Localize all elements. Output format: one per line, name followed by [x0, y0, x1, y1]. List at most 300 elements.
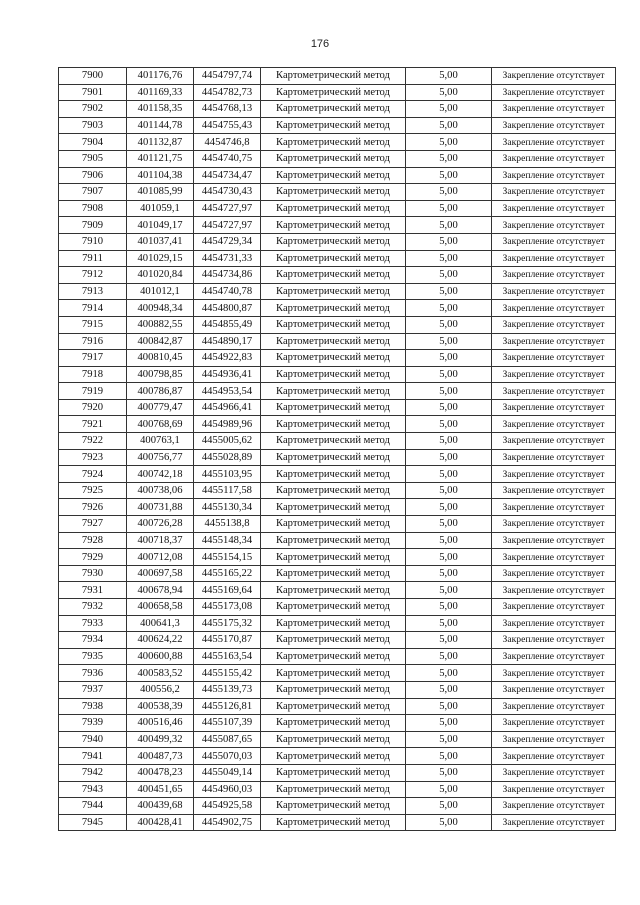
point-id-cell: 7927: [59, 516, 127, 533]
y-coordinate-cell: 4454925,58: [194, 798, 261, 815]
point-id-cell: 7902: [59, 101, 127, 118]
method-cell: Картометрический метод: [261, 150, 406, 167]
x-coordinate-cell: 400451,65: [127, 781, 194, 798]
method-cell: Картометрический метод: [261, 781, 406, 798]
y-coordinate-cell: 4454727,97: [194, 217, 261, 234]
fixation-note-cell: Закрепление отсутствует: [492, 698, 616, 715]
method-cell: Картометрический метод: [261, 482, 406, 499]
y-coordinate-cell: 4455170,87: [194, 632, 261, 649]
fixation-note-cell: Закрепление отсутствует: [492, 399, 616, 416]
method-cell: Картометрический метод: [261, 532, 406, 549]
accuracy-cell: 5,00: [406, 565, 492, 582]
table-row: [59, 798, 616, 815]
fixation-note-cell: Закрепление отсутствует: [492, 217, 616, 234]
accuracy-cell: 5,00: [406, 217, 492, 234]
x-coordinate-cell: 400487,73: [127, 748, 194, 765]
point-id-cell: 7914: [59, 300, 127, 317]
accuracy-cell: 5,00: [406, 150, 492, 167]
accuracy-cell: 5,00: [406, 283, 492, 300]
method-cell: Картометрический метод: [261, 681, 406, 698]
y-coordinate-cell: 4455139,73: [194, 681, 261, 698]
y-coordinate-cell: 4454731,33: [194, 250, 261, 267]
table-row: [59, 565, 616, 582]
x-coordinate-cell: 400583,52: [127, 665, 194, 682]
fixation-note-cell: Закрепление отсутствует: [492, 565, 616, 582]
fixation-note-cell: Закрепление отсутствует: [492, 665, 616, 682]
x-coordinate-cell: 400810,45: [127, 350, 194, 367]
method-cell: Картометрический метод: [261, 433, 406, 450]
accuracy-cell: 5,00: [406, 433, 492, 450]
method-cell: Картометрический метод: [261, 184, 406, 201]
x-coordinate-cell: 400478,23: [127, 764, 194, 781]
y-coordinate-cell: 4455130,34: [194, 499, 261, 516]
point-id-cell: 7930: [59, 565, 127, 582]
x-coordinate-cell: 400600,88: [127, 648, 194, 665]
accuracy-cell: 5,00: [406, 117, 492, 134]
accuracy-cell: 5,00: [406, 366, 492, 383]
point-id-cell: 7917: [59, 350, 127, 367]
table-row: [59, 632, 616, 649]
fixation-note-cell: Закрепление отсутствует: [492, 167, 616, 184]
table-row: [59, 117, 616, 134]
fixation-note-cell: Закрепление отсутствует: [492, 84, 616, 101]
fixation-note-cell: Закрепление отсутствует: [492, 648, 616, 665]
table-row: [59, 599, 616, 616]
accuracy-cell: 5,00: [406, 532, 492, 549]
y-coordinate-cell: 4455175,32: [194, 615, 261, 632]
table-row: [59, 715, 616, 732]
method-cell: Картометрический метод: [261, 516, 406, 533]
x-coordinate-cell: 401104,38: [127, 167, 194, 184]
table-row: [59, 582, 616, 599]
fixation-note-cell: Закрепление отсутствует: [492, 200, 616, 217]
y-coordinate-cell: 4455107,39: [194, 715, 261, 732]
accuracy-cell: 5,00: [406, 250, 492, 267]
point-id-cell: 7926: [59, 499, 127, 516]
x-coordinate-cell: 401121,75: [127, 150, 194, 167]
x-coordinate-cell: 400842,87: [127, 333, 194, 350]
method-cell: Картометрический метод: [261, 748, 406, 765]
accuracy-cell: 5,00: [406, 350, 492, 367]
table-row: [59, 84, 616, 101]
point-id-cell: 7908: [59, 200, 127, 217]
x-coordinate-cell: 400439,68: [127, 798, 194, 815]
method-cell: Картометрический метод: [261, 764, 406, 781]
point-id-cell: 7920: [59, 399, 127, 416]
table-row: [59, 68, 616, 85]
table-row: [59, 217, 616, 234]
point-id-cell: 7904: [59, 134, 127, 151]
fixation-note-cell: Закрепление отсутствует: [492, 748, 616, 765]
table-row: [59, 267, 616, 284]
y-coordinate-cell: 4455126,81: [194, 698, 261, 715]
point-id-cell: 7903: [59, 117, 127, 134]
x-coordinate-cell: 401037,41: [127, 233, 194, 250]
point-id-cell: 7918: [59, 366, 127, 383]
method-cell: Картометрический метод: [261, 101, 406, 118]
point-id-cell: 7909: [59, 217, 127, 234]
accuracy-cell: 5,00: [406, 748, 492, 765]
x-coordinate-cell: 400726,28: [127, 516, 194, 533]
x-coordinate-cell: 401144,78: [127, 117, 194, 134]
y-coordinate-cell: 4455138,8: [194, 516, 261, 533]
accuracy-cell: 5,00: [406, 200, 492, 217]
y-coordinate-cell: 4455087,65: [194, 731, 261, 748]
x-coordinate-cell: 400718,37: [127, 532, 194, 549]
method-cell: Картометрический метод: [261, 134, 406, 151]
fixation-note-cell: Закрепление отсутствует: [492, 781, 616, 798]
point-id-cell: 7936: [59, 665, 127, 682]
x-coordinate-cell: 401029,15: [127, 250, 194, 267]
point-id-cell: 7922: [59, 433, 127, 450]
fixation-note-cell: Закрепление отсутствует: [492, 350, 616, 367]
fixation-note-cell: Закрепление отсутствует: [492, 300, 616, 317]
fixation-note-cell: Закрепление отсутствует: [492, 233, 616, 250]
method-cell: Картометрический метод: [261, 366, 406, 383]
table-row: [59, 383, 616, 400]
table-row: [59, 433, 616, 450]
table-row: [59, 549, 616, 566]
accuracy-cell: 5,00: [406, 316, 492, 333]
accuracy-cell: 5,00: [406, 300, 492, 317]
x-coordinate-cell: 400538,39: [127, 698, 194, 715]
y-coordinate-cell: 4454960,03: [194, 781, 261, 798]
table-row: [59, 781, 616, 798]
y-coordinate-cell: 4454966,41: [194, 399, 261, 416]
y-coordinate-cell: 4455028,89: [194, 449, 261, 466]
point-id-cell: 7944: [59, 798, 127, 815]
method-cell: Картометрический метод: [261, 233, 406, 250]
point-id-cell: 7923: [59, 449, 127, 466]
x-coordinate-cell: 401020,84: [127, 267, 194, 284]
point-id-cell: 7943: [59, 781, 127, 798]
fixation-note-cell: Закрепление отсутствует: [492, 731, 616, 748]
accuracy-cell: 5,00: [406, 482, 492, 499]
table-row: [59, 316, 616, 333]
method-cell: Картометрический метод: [261, 68, 406, 85]
y-coordinate-cell: 4455117,58: [194, 482, 261, 499]
fixation-note-cell: Закрепление отсутствует: [492, 184, 616, 201]
point-id-cell: 7941: [59, 748, 127, 765]
table-row: [59, 681, 616, 698]
point-id-cell: 7924: [59, 466, 127, 483]
point-id-cell: 7919: [59, 383, 127, 400]
accuracy-cell: 5,00: [406, 416, 492, 433]
table-row: [59, 499, 616, 516]
accuracy-cell: 5,00: [406, 516, 492, 533]
method-cell: Картометрический метод: [261, 300, 406, 317]
point-id-cell: 7921: [59, 416, 127, 433]
point-id-cell: 7934: [59, 632, 127, 649]
accuracy-cell: 5,00: [406, 267, 492, 284]
fixation-note-cell: Закрепление отсутствует: [492, 516, 616, 533]
method-cell: Картометрический метод: [261, 565, 406, 582]
table-row: [59, 150, 616, 167]
x-coordinate-cell: 400658,58: [127, 599, 194, 616]
table-row: [59, 366, 616, 383]
point-id-cell: 7910: [59, 233, 127, 250]
x-coordinate-cell: 400624,22: [127, 632, 194, 649]
point-id-cell: 7916: [59, 333, 127, 350]
accuracy-cell: 5,00: [406, 698, 492, 715]
x-coordinate-cell: 400882,55: [127, 316, 194, 333]
x-coordinate-cell: 401085,99: [127, 184, 194, 201]
x-coordinate-cell: 400428,41: [127, 814, 194, 831]
y-coordinate-cell: 4454740,75: [194, 150, 261, 167]
coordinates-table-body: [59, 68, 616, 831]
accuracy-cell: 5,00: [406, 134, 492, 151]
accuracy-cell: 5,00: [406, 665, 492, 682]
fixation-note-cell: Закрепление отсутствует: [492, 134, 616, 151]
table-row: [59, 233, 616, 250]
table-row: [59, 333, 616, 350]
fixation-note-cell: Закрепление отсутствует: [492, 632, 616, 649]
table-row: [59, 350, 616, 367]
point-id-cell: 7939: [59, 715, 127, 732]
table-row: [59, 665, 616, 682]
point-id-cell: 7928: [59, 532, 127, 549]
method-cell: Картометрический метод: [261, 217, 406, 234]
method-cell: Картометрический метод: [261, 599, 406, 616]
table-row: [59, 748, 616, 765]
fixation-note-cell: Закрепление отсутствует: [492, 333, 616, 350]
accuracy-cell: 5,00: [406, 383, 492, 400]
table-row: [59, 814, 616, 831]
table-row: [59, 648, 616, 665]
x-coordinate-cell: 400556,2: [127, 681, 194, 698]
method-cell: Картометрический метод: [261, 632, 406, 649]
x-coordinate-cell: 401132,87: [127, 134, 194, 151]
accuracy-cell: 5,00: [406, 632, 492, 649]
table-row: [59, 482, 616, 499]
table-row: [59, 764, 616, 781]
point-id-cell: 7925: [59, 482, 127, 499]
table-row: [59, 449, 616, 466]
method-cell: Картометрический метод: [261, 399, 406, 416]
fixation-note-cell: Закрепление отсутствует: [492, 68, 616, 85]
accuracy-cell: 5,00: [406, 781, 492, 798]
method-cell: Картометрический метод: [261, 283, 406, 300]
table-row: [59, 516, 616, 533]
accuracy-cell: 5,00: [406, 233, 492, 250]
accuracy-cell: 5,00: [406, 68, 492, 85]
accuracy-cell: 5,00: [406, 549, 492, 566]
fixation-note-cell: Закрепление отсутствует: [492, 101, 616, 118]
y-coordinate-cell: 4454797,74: [194, 68, 261, 85]
fixation-note-cell: Закрепление отсутствует: [492, 499, 616, 516]
x-coordinate-cell: 401176,76: [127, 68, 194, 85]
fixation-note-cell: Закрепление отсутствует: [492, 466, 616, 483]
table-row: [59, 300, 616, 317]
x-coordinate-cell: 400641,3: [127, 615, 194, 632]
y-coordinate-cell: 4454734,86: [194, 267, 261, 284]
x-coordinate-cell: 400738,06: [127, 482, 194, 499]
fixation-note-cell: Закрепление отсутствует: [492, 150, 616, 167]
point-id-cell: 7932: [59, 599, 127, 616]
fixation-note-cell: Закрепление отсутствует: [492, 615, 616, 632]
x-coordinate-cell: 400763,1: [127, 433, 194, 450]
point-id-cell: 7937: [59, 681, 127, 698]
y-coordinate-cell: 4455070,03: [194, 748, 261, 765]
x-coordinate-cell: 400768,69: [127, 416, 194, 433]
accuracy-cell: 5,00: [406, 101, 492, 118]
method-cell: Картометрический метод: [261, 798, 406, 815]
y-coordinate-cell: 4454740,78: [194, 283, 261, 300]
page-number: 176: [310, 38, 330, 50]
accuracy-cell: 5,00: [406, 333, 492, 350]
point-id-cell: 7938: [59, 698, 127, 715]
coordinates-table: [58, 67, 616, 831]
accuracy-cell: 5,00: [406, 167, 492, 184]
y-coordinate-cell: 4454922,83: [194, 350, 261, 367]
method-cell: Картометрический метод: [261, 582, 406, 599]
y-coordinate-cell: 4455173,08: [194, 599, 261, 616]
table-row: [59, 283, 616, 300]
point-id-cell: 7935: [59, 648, 127, 665]
fixation-note-cell: Закрепление отсутствует: [492, 433, 616, 450]
y-coordinate-cell: 4454902,75: [194, 814, 261, 831]
y-coordinate-cell: 4455169,64: [194, 582, 261, 599]
x-coordinate-cell: 401158,35: [127, 101, 194, 118]
method-cell: Картометрический метод: [261, 383, 406, 400]
table-row: [59, 399, 616, 416]
fixation-note-cell: Закрепление отсутствует: [492, 482, 616, 499]
point-id-cell: 7900: [59, 68, 127, 85]
y-coordinate-cell: 4455148,34: [194, 532, 261, 549]
x-coordinate-cell: 401059,1: [127, 200, 194, 217]
table-row: [59, 101, 616, 118]
point-id-cell: 7945: [59, 814, 127, 831]
accuracy-cell: 5,00: [406, 731, 492, 748]
method-cell: Картометрический метод: [261, 665, 406, 682]
y-coordinate-cell: 4455049,14: [194, 764, 261, 781]
y-coordinate-cell: 4455005,62: [194, 433, 261, 450]
accuracy-cell: 5,00: [406, 84, 492, 101]
fixation-note-cell: Закрепление отсутствует: [492, 532, 616, 549]
y-coordinate-cell: 4455155,42: [194, 665, 261, 682]
x-coordinate-cell: 400516,46: [127, 715, 194, 732]
x-coordinate-cell: 401169,33: [127, 84, 194, 101]
x-coordinate-cell: 400731,88: [127, 499, 194, 516]
method-cell: Картометрический метод: [261, 316, 406, 333]
y-coordinate-cell: 4454989,96: [194, 416, 261, 433]
point-id-cell: 7931: [59, 582, 127, 599]
table-row: [59, 615, 616, 632]
point-id-cell: 7942: [59, 764, 127, 781]
table-row: [59, 134, 616, 151]
y-coordinate-cell: 4454800,87: [194, 300, 261, 317]
table-row: [59, 250, 616, 267]
table-row: [59, 200, 616, 217]
y-coordinate-cell: 4454768,13: [194, 101, 261, 118]
fixation-note-cell: Закрепление отсутствует: [492, 267, 616, 284]
method-cell: Картометрический метод: [261, 549, 406, 566]
accuracy-cell: 5,00: [406, 499, 492, 516]
table-row: [59, 184, 616, 201]
table-row: [59, 698, 616, 715]
method-cell: Картометрический метод: [261, 814, 406, 831]
y-coordinate-cell: 4454755,43: [194, 117, 261, 134]
accuracy-cell: 5,00: [406, 648, 492, 665]
y-coordinate-cell: 4455163,54: [194, 648, 261, 665]
x-coordinate-cell: 400697,58: [127, 565, 194, 582]
y-coordinate-cell: 4454890,17: [194, 333, 261, 350]
method-cell: Картометрический метод: [261, 698, 406, 715]
x-coordinate-cell: 400678,94: [127, 582, 194, 599]
fixation-note-cell: Закрепление отсутствует: [492, 764, 616, 781]
fixation-note-cell: Закрепление отсутствует: [492, 416, 616, 433]
x-coordinate-cell: 400756,77: [127, 449, 194, 466]
point-id-cell: 7906: [59, 167, 127, 184]
fixation-note-cell: Закрепление отсутствует: [492, 599, 616, 616]
fixation-note-cell: Закрепление отсутствует: [492, 316, 616, 333]
accuracy-cell: 5,00: [406, 599, 492, 616]
x-coordinate-cell: 400712,08: [127, 549, 194, 566]
method-cell: Картометрический метод: [261, 731, 406, 748]
accuracy-cell: 5,00: [406, 449, 492, 466]
point-id-cell: 7929: [59, 549, 127, 566]
x-coordinate-cell: 400779,47: [127, 399, 194, 416]
method-cell: Картометрический метод: [261, 117, 406, 134]
point-id-cell: 7940: [59, 731, 127, 748]
method-cell: Картометрический метод: [261, 333, 406, 350]
x-coordinate-cell: 400499,32: [127, 731, 194, 748]
y-coordinate-cell: 4454782,73: [194, 84, 261, 101]
fixation-note-cell: Закрепление отсутствует: [492, 715, 616, 732]
accuracy-cell: 5,00: [406, 715, 492, 732]
fixation-note-cell: Закрепление отсутствует: [492, 449, 616, 466]
table-row: [59, 416, 616, 433]
table-row: [59, 731, 616, 748]
fixation-note-cell: Закрепление отсутствует: [492, 383, 616, 400]
point-id-cell: 7905: [59, 150, 127, 167]
method-cell: Картометрический метод: [261, 648, 406, 665]
fixation-note-cell: Закрепление отсутствует: [492, 814, 616, 831]
point-id-cell: 7915: [59, 316, 127, 333]
method-cell: Картометрический метод: [261, 449, 406, 466]
method-cell: Картометрический метод: [261, 416, 406, 433]
point-id-cell: 7901: [59, 84, 127, 101]
point-id-cell: 7907: [59, 184, 127, 201]
fixation-note-cell: Закрепление отсутствует: [492, 549, 616, 566]
x-coordinate-cell: 401049,17: [127, 217, 194, 234]
y-coordinate-cell: 4454730,43: [194, 184, 261, 201]
y-coordinate-cell: 4455154,15: [194, 549, 261, 566]
x-coordinate-cell: 400948,34: [127, 300, 194, 317]
y-coordinate-cell: 4454855,49: [194, 316, 261, 333]
y-coordinate-cell: 4454727,97: [194, 200, 261, 217]
accuracy-cell: 5,00: [406, 764, 492, 781]
accuracy-cell: 5,00: [406, 814, 492, 831]
method-cell: Картометрический метод: [261, 350, 406, 367]
fixation-note-cell: Закрепление отсутствует: [492, 117, 616, 134]
x-coordinate-cell: 401012,1: [127, 283, 194, 300]
y-coordinate-cell: 4454729,34: [194, 233, 261, 250]
table-row: [59, 532, 616, 549]
method-cell: Картометрический метод: [261, 84, 406, 101]
y-coordinate-cell: 4454746,8: [194, 134, 261, 151]
x-coordinate-cell: 400786,87: [127, 383, 194, 400]
accuracy-cell: 5,00: [406, 582, 492, 599]
method-cell: Картометрический метод: [261, 200, 406, 217]
method-cell: Картометрический метод: [261, 250, 406, 267]
y-coordinate-cell: 4454953,54: [194, 383, 261, 400]
method-cell: Картометрический метод: [261, 267, 406, 284]
accuracy-cell: 5,00: [406, 798, 492, 815]
method-cell: Картометрический метод: [261, 499, 406, 516]
y-coordinate-cell: 4454936,41: [194, 366, 261, 383]
fixation-note-cell: Закрепление отсутствует: [492, 582, 616, 599]
